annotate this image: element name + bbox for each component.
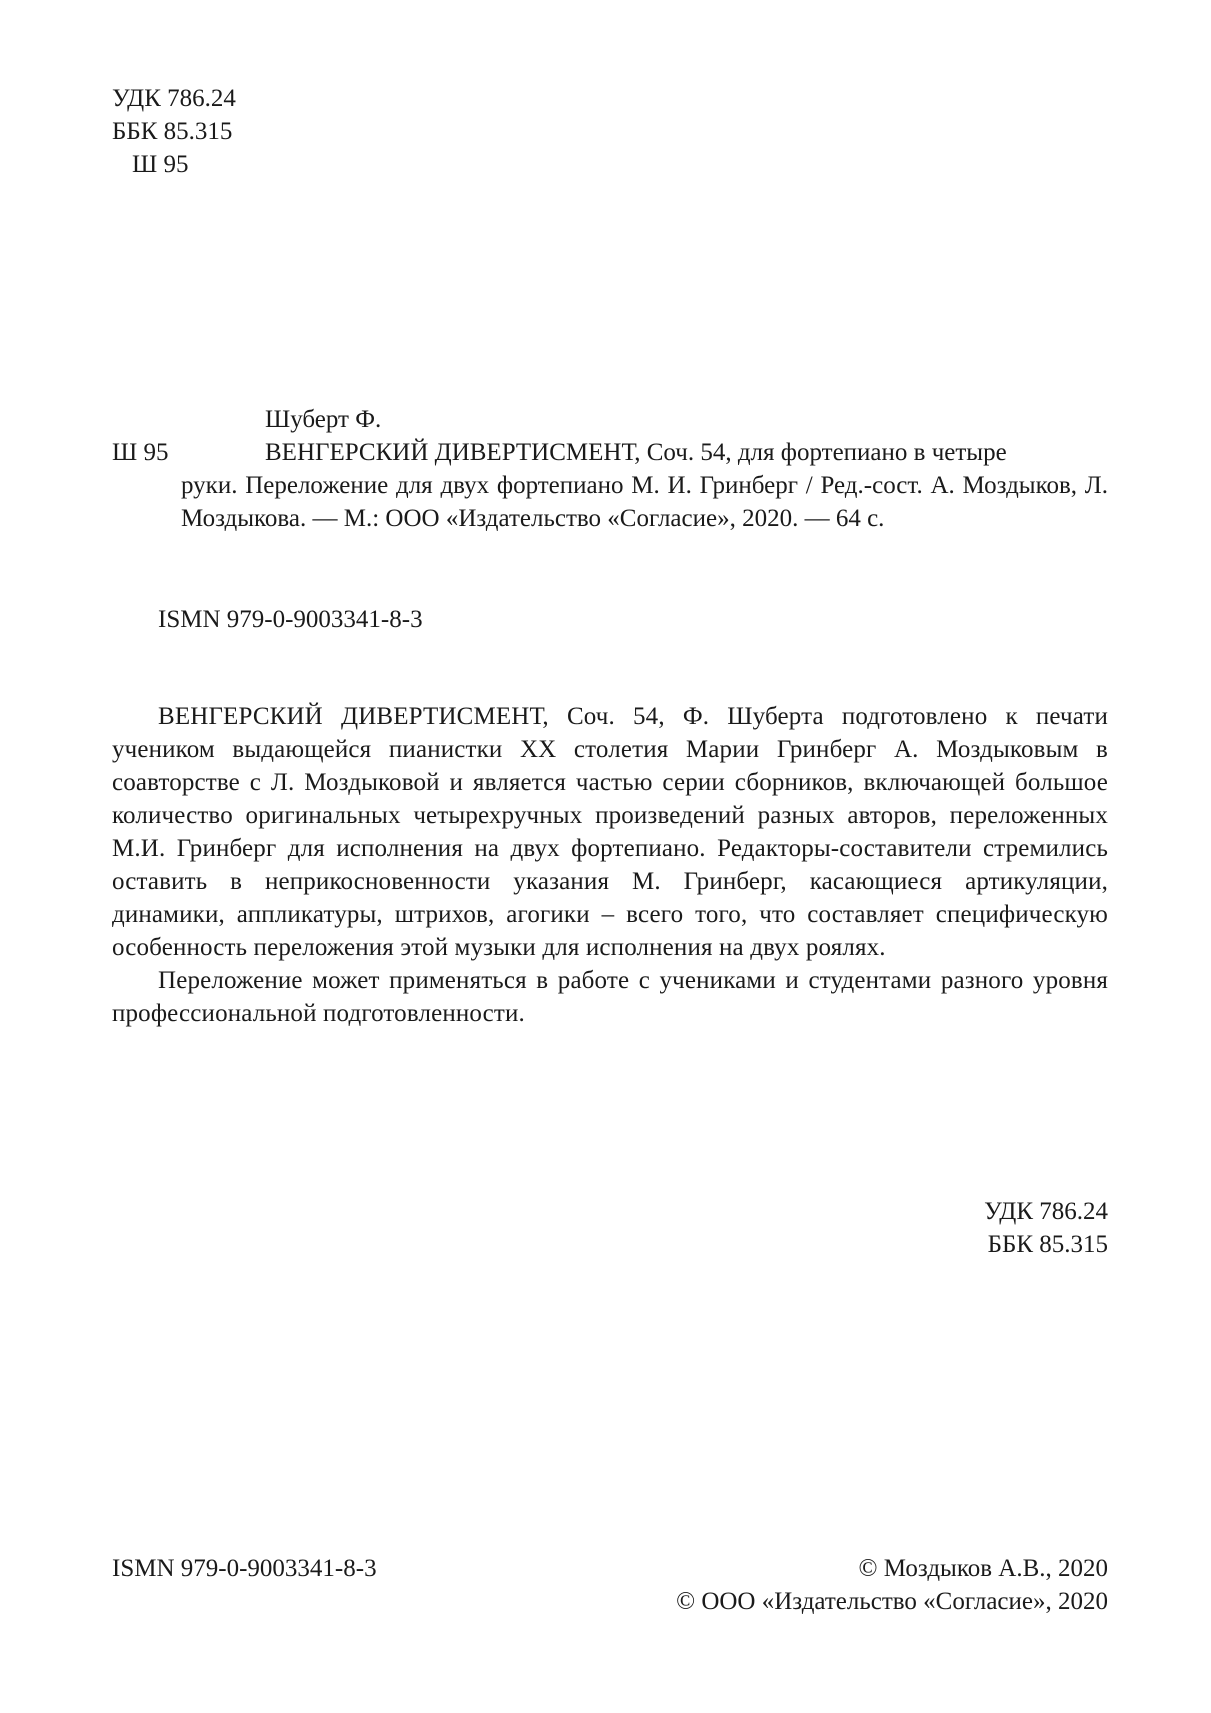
bibliography-description: руки. Переложение для двух фортепиано М. И. Гринберг / Ред.-сост. А. Моздыков, Л. Моздыкова. — М.: ООО «Издательство «Согласие», 2020. — 64 с. [181,472,1108,532]
copyright-block [676,1552,1108,1618]
copyright-publisher: © ООО «Издательство «Согласие», 2020 [676,1588,1108,1615]
footer-ismn: ISMN 979-0-9003341-8-3 [112,1555,377,1582]
ismn-number: ISMN 979-0-9003341-8-3 [158,606,423,633]
bibliography-title-line: ВЕНГЕРСКИЙ ДИВЕРТИСМЕНТ, Соч. 54, для фортепиано в четыре [265,439,1007,466]
bibliography-author-mark: Ш 95 [112,439,169,466]
annotation-paragraph: Переложение может применяться в работе с учениками и студентами разного уровня профессиональной подготовленности. [112,967,1108,1027]
bottom-classification-codes [984,1195,1108,1261]
author-mark-code: Ш 95 [132,151,189,178]
udk-code: УДК 786.24 [112,85,236,112]
bbk-code: ББК 85.315 [112,118,233,145]
top-classification-codes [112,82,236,181]
copyright-author: © Моздыков А.В., 2020 [858,1555,1108,1582]
udk-code: УДК 786.24 [984,1198,1108,1225]
bbk-code: ББК 85.315 [987,1231,1108,1258]
bibliography-author: Шуберт Ф. [265,406,382,433]
annotation [112,700,1108,1030]
annotation-paragraph: ВЕНГЕРСКИЙ ДИВЕРТИСМЕНТ, Соч. 54, Ф. Шуберта подготовлено к печати учеником выдающейся пианистки XX столетия Марии Гринберг А. Моздыковым в соавторстве с Л. Моздыковой и является частью серии сборников, включающей большое количество оригинальных четырехручных произведений разных авторов, переложенных М.И. Гринберг для исполнения на двух фортепиано. Редакторы-составители стремились оставить в неприкосновенности указания М. Гринберг, касающиеся артикуляции, динамики, аппликатуры, штрихов, агогики – всего того, что составляет специфическую особенность переложения этой музыки для исполнения на двух роялях. [112,703,1108,961]
